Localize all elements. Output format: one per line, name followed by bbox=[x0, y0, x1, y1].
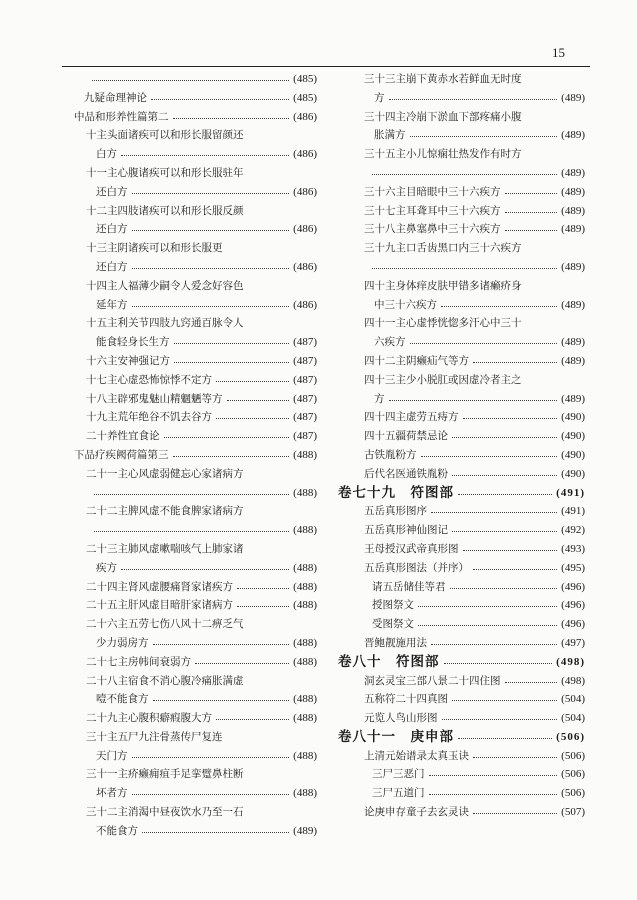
toc-entry-title: 四十五疆荷禁忌论 bbox=[364, 430, 448, 443]
toc-entry-page: (486) bbox=[293, 260, 317, 273]
toc-entry-page: (495) bbox=[561, 561, 585, 574]
dot-leader bbox=[121, 155, 289, 156]
toc-entry-title: 后代名医通铁胤粉 bbox=[364, 467, 448, 480]
toc-entry[interactable] bbox=[84, 390, 317, 409]
dot-leader bbox=[421, 456, 557, 457]
toc-entry[interactable] bbox=[84, 634, 317, 653]
toc-entry[interactable] bbox=[338, 596, 585, 615]
toc-entry-title: 能食轻身长生方 bbox=[96, 336, 170, 349]
toc-entry-page: (489) bbox=[561, 298, 585, 311]
toc-entry-title: 请五岳储佳等君 bbox=[372, 580, 446, 593]
toc-entry[interactable] bbox=[84, 709, 317, 728]
toc-entry-title: 二十七主房帏间衰弱方 bbox=[86, 655, 191, 668]
dot-leader bbox=[473, 569, 557, 570]
toc-entry-title: 三十六主目暗眼中三十六疾方 bbox=[364, 185, 501, 198]
dot-leader bbox=[473, 362, 557, 363]
toc-entry-page: (486) bbox=[293, 110, 317, 123]
dot-leader bbox=[389, 400, 557, 401]
toc-entry[interactable] bbox=[338, 465, 585, 484]
toc-entry-page: (486) bbox=[293, 223, 317, 236]
toc-entry[interactable] bbox=[84, 672, 317, 691]
toc-entry[interactable] bbox=[338, 108, 585, 127]
toc-entry[interactable] bbox=[338, 239, 585, 258]
toc-entry[interactable] bbox=[84, 427, 317, 446]
toc-entry[interactable] bbox=[84, 89, 317, 108]
toc-entry-page: (506) bbox=[561, 787, 585, 800]
toc-entry-title: 坏者方 bbox=[96, 787, 128, 800]
toc-entry[interactable] bbox=[338, 521, 585, 540]
dot-leader bbox=[227, 400, 289, 401]
toc-entry-page: (507) bbox=[561, 806, 585, 819]
toc-entry-page: (489) bbox=[561, 166, 585, 179]
toc-entry-title: 受图祭文 bbox=[372, 618, 414, 631]
toc-entry[interactable] bbox=[84, 202, 317, 221]
toc-entry-page: (488) bbox=[293, 636, 317, 649]
toc-entry-page: (496) bbox=[561, 580, 585, 593]
dot-leader bbox=[458, 738, 552, 739]
toc-entry-title: 元览人鸟山形图 bbox=[364, 712, 438, 725]
toc-entry-title: 二十二主脾风虚不能食脾家诸病方 bbox=[86, 505, 244, 518]
toc-entry-title: 少力弱房方 bbox=[96, 636, 149, 649]
dot-leader bbox=[132, 193, 289, 194]
toc-entry-title: 五岳真形图法（并序） bbox=[364, 561, 469, 574]
toc-entry-title: 十主头面诸疾可以和形长服留颜还 bbox=[86, 129, 244, 142]
toc-entry-title: 三十三主崩下黄赤水若鲜血无时度 bbox=[364, 73, 522, 85]
toc-entry-page: (497) bbox=[561, 636, 585, 649]
dot-leader bbox=[431, 512, 557, 513]
toc-entry[interactable] bbox=[338, 559, 585, 578]
toc-entry-page: (489) bbox=[561, 260, 585, 273]
toc-entry-page: (493) bbox=[561, 542, 585, 555]
toc-entry-page: (486) bbox=[293, 148, 317, 161]
toc-entry-title: 还白方 bbox=[96, 260, 128, 273]
toc-entry-page: (486) bbox=[293, 185, 317, 198]
toc-entry[interactable] bbox=[338, 70, 585, 89]
toc-entry-page: (506) bbox=[556, 730, 585, 743]
toc-entry-page: (491) bbox=[556, 486, 585, 499]
toc-entry[interactable] bbox=[338, 747, 585, 766]
toc-entry[interactable] bbox=[338, 145, 585, 164]
toc-entry-title: 不能食方 bbox=[96, 824, 138, 837]
page-number: 15 bbox=[552, 45, 565, 60]
toc-entry-title: 五称符二十四真图 bbox=[364, 693, 448, 706]
dot-leader bbox=[132, 230, 289, 231]
dot-leader bbox=[431, 644, 557, 645]
toc-entry[interactable] bbox=[338, 333, 585, 352]
dot-leader bbox=[458, 494, 552, 495]
toc-entry-title: 白方 bbox=[96, 148, 117, 161]
toc-entry-page: (488) bbox=[293, 787, 317, 800]
toc-entry-title: 方 bbox=[374, 91, 385, 104]
toc-entry-page: (489) bbox=[561, 129, 585, 142]
toc-entry-title: 十二主四肢诸疾可以和形长服反颜 bbox=[86, 204, 244, 217]
toc-entry[interactable] bbox=[338, 371, 585, 390]
toc-entry-title: 二十五主肝风虚目暗肝家诸病方 bbox=[86, 599, 233, 612]
toc-entry-page: (487) bbox=[293, 373, 317, 386]
toc-entry-page: (488) bbox=[293, 580, 317, 593]
dot-leader bbox=[452, 700, 557, 701]
toc-entry[interactable] bbox=[338, 390, 585, 409]
dot-leader bbox=[174, 343, 289, 344]
toc-entry-title: 三十九主口舌齿黑口内三十六疾方 bbox=[364, 242, 522, 255]
toc-entry[interactable] bbox=[338, 672, 585, 691]
toc-entry-page: (486) bbox=[293, 298, 317, 311]
dot-leader bbox=[237, 606, 289, 607]
toc-entry-title: 三尸三恶门 bbox=[372, 768, 425, 781]
dot-leader bbox=[410, 136, 557, 137]
toc-entry[interactable] bbox=[84, 126, 317, 145]
toc-entry[interactable] bbox=[84, 615, 317, 634]
toc-entry-title: 胀满方 bbox=[374, 129, 406, 142]
dot-leader bbox=[216, 381, 289, 382]
dot-leader bbox=[473, 813, 557, 814]
toc-entry-page: (490) bbox=[561, 467, 585, 480]
toc-entry[interactable] bbox=[338, 314, 585, 333]
toc-entry-title: 二十养性宜食论 bbox=[86, 430, 160, 443]
toc-entry-title: 卷八十 符图部 bbox=[338, 653, 440, 670]
toc-entry-page: (487) bbox=[293, 392, 317, 405]
toc-entry-page: (489) bbox=[561, 91, 585, 104]
toc-entry-page: (489) bbox=[293, 824, 317, 837]
toc-entry-title: 四十二主阴癞疝气等方 bbox=[364, 354, 469, 367]
toc-entry-title: 授图祭文 bbox=[372, 599, 414, 612]
toc-entry-title: 三十八主鼻塞鼻中三十六疾方 bbox=[364, 223, 501, 236]
toc-entry-title: 二十九主心腹积癖瘕腹大方 bbox=[86, 712, 212, 725]
toc-entry[interactable] bbox=[84, 784, 317, 803]
toc-entry[interactable] bbox=[338, 89, 585, 108]
toc-entry[interactable] bbox=[338, 164, 585, 183]
toc-entry-title: 古铁胤粉方 bbox=[364, 448, 417, 461]
toc-entry[interactable] bbox=[84, 371, 317, 390]
toc-entry[interactable] bbox=[84, 502, 317, 521]
toc-entry-title: 卷七十九 符图部 bbox=[338, 484, 454, 501]
dot-leader bbox=[372, 174, 557, 175]
toc-entry-page: (489) bbox=[561, 223, 585, 236]
toc-entry-title: 十六主安神强记方 bbox=[86, 354, 170, 367]
toc-entry-title: 天门方 bbox=[96, 749, 128, 762]
toc-entry-title: 五岳真形神仙图记 bbox=[364, 524, 448, 537]
toc-entry-page: (487) bbox=[293, 411, 317, 424]
toc-entry[interactable] bbox=[338, 427, 585, 446]
dot-leader bbox=[164, 437, 289, 438]
toc-entry-title: 延年方 bbox=[96, 298, 128, 311]
toc-entry[interactable] bbox=[84, 803, 317, 822]
toc-entry-title: 十三主阴诸疾可以和形长服更 bbox=[86, 242, 223, 255]
dot-leader bbox=[505, 230, 557, 231]
toc-entry-title: 王母授汉武帝真形图 bbox=[364, 542, 459, 555]
toc-entry[interactable] bbox=[338, 202, 585, 221]
toc-entry[interactable] bbox=[84, 145, 317, 164]
dot-leader bbox=[389, 99, 557, 100]
toc-entry-page: (489) bbox=[561, 336, 585, 349]
toc-entry[interactable] bbox=[84, 690, 317, 709]
toc-entry[interactable] bbox=[84, 239, 317, 258]
toc-entry-title: 六疾方 bbox=[374, 336, 406, 349]
toc-entry[interactable] bbox=[84, 653, 317, 672]
dot-leader bbox=[173, 118, 289, 119]
toc-entry-title: 五岳真形图序 bbox=[364, 505, 427, 518]
toc-entry[interactable] bbox=[84, 164, 317, 183]
toc-entry[interactable] bbox=[84, 747, 317, 766]
toc-entry[interactable] bbox=[84, 484, 317, 503]
toc-entry[interactable] bbox=[84, 296, 317, 315]
toc-entry-page: (488) bbox=[293, 655, 317, 668]
toc-entry-title: 三十二主消渴中昼夜饮水乃至一石 bbox=[86, 806, 244, 819]
toc-entry[interactable] bbox=[338, 484, 585, 503]
toc-entry[interactable] bbox=[338, 615, 585, 634]
toc-entry-page: (487) bbox=[293, 336, 317, 349]
toc-entry-page: (504) bbox=[561, 712, 585, 725]
toc-entry[interactable] bbox=[338, 446, 585, 465]
toc-entry-page: (488) bbox=[293, 599, 317, 612]
toc-entry[interactable] bbox=[84, 465, 317, 484]
toc-entry-title: 四十四主虚劳五痔方 bbox=[364, 411, 459, 424]
toc-entry-page: (488) bbox=[293, 448, 317, 461]
toc-entry-page: (487) bbox=[293, 430, 317, 443]
dot-leader bbox=[132, 268, 289, 269]
toc-entry-title: 三十七主耳聋耳中三十六疾方 bbox=[364, 204, 501, 217]
dot-leader bbox=[505, 682, 557, 683]
toc-entry-title: 中品和形养性篇第二 bbox=[74, 110, 169, 123]
toc-entry[interactable] bbox=[84, 596, 317, 615]
toc-entry[interactable] bbox=[84, 314, 317, 333]
toc-entry[interactable] bbox=[84, 220, 317, 239]
toc-entry-page: (487) bbox=[293, 354, 317, 367]
toc-entry-page: (488) bbox=[293, 524, 317, 537]
dot-leader bbox=[174, 362, 289, 363]
toc-entry[interactable] bbox=[84, 70, 317, 89]
toc-entry[interactable] bbox=[84, 277, 317, 296]
dot-leader bbox=[237, 588, 289, 589]
toc-entry[interactable] bbox=[338, 634, 585, 653]
toc-entry-page: (488) bbox=[293, 712, 317, 725]
dot-leader bbox=[94, 531, 289, 532]
dot-leader bbox=[132, 757, 289, 758]
toc-entry-title: 卷八十一 庚申部 bbox=[338, 728, 454, 745]
dot-leader bbox=[505, 193, 557, 194]
toc-entry[interactable] bbox=[338, 408, 585, 427]
toc-entry[interactable] bbox=[338, 784, 585, 803]
dot-leader bbox=[92, 80, 289, 81]
dot-leader bbox=[418, 606, 557, 607]
toc-entry-page: (506) bbox=[561, 768, 585, 781]
toc-entry[interactable] bbox=[338, 296, 585, 315]
toc-entry-page: (498) bbox=[556, 655, 585, 668]
header-rule bbox=[62, 66, 590, 67]
dot-leader bbox=[444, 663, 552, 664]
dot-leader bbox=[452, 531, 557, 532]
toc-entry-page: (485) bbox=[293, 73, 317, 85]
toc-entry-page: (489) bbox=[561, 354, 585, 367]
toc-entry-title: 晋鲍靓施用法 bbox=[364, 636, 427, 649]
dot-leader bbox=[216, 418, 289, 419]
toc-entry[interactable] bbox=[338, 126, 585, 145]
toc-entry-title: 上清元始谱录太真玉诀 bbox=[364, 749, 469, 762]
toc-entry-page: (488) bbox=[293, 693, 317, 706]
toc-entry[interactable] bbox=[338, 728, 585, 747]
toc-entry-title: 论庚申存童子去玄灵诀 bbox=[364, 806, 469, 819]
toc-right-column bbox=[338, 70, 585, 822]
toc-entry[interactable] bbox=[74, 446, 317, 465]
toc-entry-title: 三十五主小儿惊痫壮热发作有时方 bbox=[364, 148, 522, 161]
toc-entry[interactable] bbox=[84, 728, 317, 747]
toc-entry[interactable] bbox=[338, 277, 585, 296]
dot-leader bbox=[505, 212, 557, 213]
toc-entry[interactable] bbox=[84, 578, 317, 597]
toc-entry-title: 还白方 bbox=[96, 185, 128, 198]
toc-entry-page: (490) bbox=[561, 411, 585, 424]
dot-leader bbox=[442, 719, 557, 720]
toc-entry-title: 还白方 bbox=[96, 223, 128, 236]
toc-entry[interactable] bbox=[84, 822, 317, 841]
toc-entry-title: 中三十六疾方 bbox=[374, 298, 437, 311]
dot-leader bbox=[142, 832, 289, 833]
toc-entry[interactable] bbox=[338, 690, 585, 709]
toc-entry[interactable] bbox=[338, 653, 585, 672]
toc-entry[interactable] bbox=[84, 408, 317, 427]
toc-entry-title: 十五主利关节四肢九窍通百脉令人 bbox=[86, 317, 244, 330]
toc-entry-title: 十一主心腹诸疾可以和形长服驻年 bbox=[86, 166, 244, 179]
toc-entry[interactable] bbox=[84, 765, 317, 784]
dot-leader bbox=[121, 569, 289, 570]
toc-entry[interactable] bbox=[338, 352, 585, 371]
toc-entry[interactable] bbox=[338, 220, 585, 239]
dot-leader bbox=[372, 268, 557, 269]
toc-entry-page: (488) bbox=[293, 749, 317, 762]
toc-entry-page: (504) bbox=[561, 693, 585, 706]
toc-entry-title: 二十三主肺风虚嗽喘咳气上肺家诸 bbox=[86, 542, 244, 555]
toc-left-column bbox=[74, 70, 317, 841]
dot-leader bbox=[452, 437, 557, 438]
dot-leader bbox=[153, 644, 289, 645]
toc-entry-title: 十四主人福薄少嗣令人爱念好容色 bbox=[86, 279, 244, 292]
toc-entry-title: 方 bbox=[374, 392, 385, 405]
toc-entry-title: 三十四主冷崩下淤血下部疼痛小腹 bbox=[364, 110, 522, 123]
toc-entry-title: 二十一主心风虚弱健忘心家诸病方 bbox=[86, 467, 244, 480]
dot-leader bbox=[132, 794, 289, 795]
toc-entry-page: (489) bbox=[561, 185, 585, 198]
toc-entry[interactable] bbox=[84, 258, 317, 277]
toc-entry-title: 四十三主少小脱肛或因虚冷者主之 bbox=[364, 373, 522, 386]
toc-entry-title: 洞玄灵宝三部八景二十四住图 bbox=[364, 674, 501, 687]
toc-entry-page: (492) bbox=[561, 524, 585, 537]
dot-leader bbox=[418, 625, 557, 626]
toc-entry-title: 四十主身体痒皮肤甲错多诸癞疥身 bbox=[364, 279, 522, 292]
toc-entry[interactable] bbox=[338, 258, 585, 277]
toc-entry[interactable] bbox=[84, 521, 317, 540]
dot-leader bbox=[463, 550, 557, 551]
toc-entry-page: (488) bbox=[293, 486, 317, 499]
toc-entry-title: 三尸五道门 bbox=[372, 787, 425, 800]
toc-entry-title: 十八主辟邪鬼魅山精魍魉等方 bbox=[86, 392, 223, 405]
toc-entry[interactable] bbox=[84, 183, 317, 202]
toc-entry-title: 九疑命理神论 bbox=[84, 91, 147, 104]
toc-entry-page: (489) bbox=[561, 392, 585, 405]
dot-leader bbox=[153, 700, 289, 701]
toc-entry-page: (490) bbox=[561, 448, 585, 461]
dot-leader bbox=[94, 494, 289, 495]
toc-entry-title: 十九主荒年绝谷不饥去谷方 bbox=[86, 411, 212, 424]
dot-leader bbox=[441, 306, 557, 307]
toc-entry-title: 噎不能食方 bbox=[96, 693, 149, 706]
dot-leader bbox=[450, 588, 557, 589]
toc-entry-title: 四十一主心虚悸恍惚多汗心中三十 bbox=[364, 317, 522, 330]
toc-entry[interactable] bbox=[84, 333, 317, 352]
toc-entry-title: 三十主五尸九注骨蒸传尸复连 bbox=[86, 730, 223, 743]
toc-entry[interactable] bbox=[84, 559, 317, 578]
dot-leader bbox=[429, 775, 557, 776]
dot-leader bbox=[216, 719, 289, 720]
toc-entry[interactable] bbox=[338, 540, 585, 559]
toc-entry-title: 二十四主肾风虚腰痛肾家诸疾方 bbox=[86, 580, 233, 593]
toc-entry-title: 十七主心虚恐怖惊悸不定方 bbox=[86, 373, 212, 386]
toc-entry-page: (485) bbox=[293, 91, 317, 104]
dot-leader bbox=[429, 794, 557, 795]
toc-entry-page: (498) bbox=[561, 674, 585, 687]
toc-entry[interactable] bbox=[338, 183, 585, 202]
dot-leader bbox=[410, 343, 557, 344]
toc-entry[interactable] bbox=[338, 803, 585, 822]
toc-entry-page: (490) bbox=[561, 430, 585, 443]
toc-entry-title: 二十六主五劳七伤八风十二痹乏气 bbox=[86, 618, 244, 631]
toc-entry[interactable] bbox=[338, 578, 585, 597]
toc-entry-title: 二十八主宿食不消心腹冷痛胀满虚 bbox=[86, 674, 244, 687]
dot-leader bbox=[151, 99, 289, 100]
toc-entry-title: 三十一主疥癞痈疽手足挛躄鼻柱断 bbox=[86, 768, 244, 781]
toc-entry[interactable] bbox=[338, 502, 585, 521]
toc-entry[interactable] bbox=[84, 540, 317, 559]
toc-entry-title: 下品疗疾阙荷篇第三 bbox=[74, 448, 169, 461]
dot-leader bbox=[473, 757, 557, 758]
dot-leader bbox=[173, 456, 289, 457]
toc-entry-page: (489) bbox=[561, 204, 585, 217]
toc-entry-page: (488) bbox=[293, 561, 317, 574]
toc-entry-title: 疾方 bbox=[96, 561, 117, 574]
toc-entry-page: (491) bbox=[561, 505, 585, 518]
dot-leader bbox=[463, 418, 557, 419]
toc-entry[interactable] bbox=[338, 765, 585, 784]
toc-entry-page: (496) bbox=[561, 599, 585, 612]
toc-entry[interactable] bbox=[84, 352, 317, 371]
toc-entry-page: (496) bbox=[561, 618, 585, 631]
dot-leader bbox=[452, 475, 557, 476]
dot-leader bbox=[195, 663, 289, 664]
dot-leader bbox=[132, 306, 289, 307]
toc-entry[interactable] bbox=[338, 709, 585, 728]
toc-entry[interactable] bbox=[74, 108, 317, 127]
toc-entry-page: (506) bbox=[561, 749, 585, 762]
